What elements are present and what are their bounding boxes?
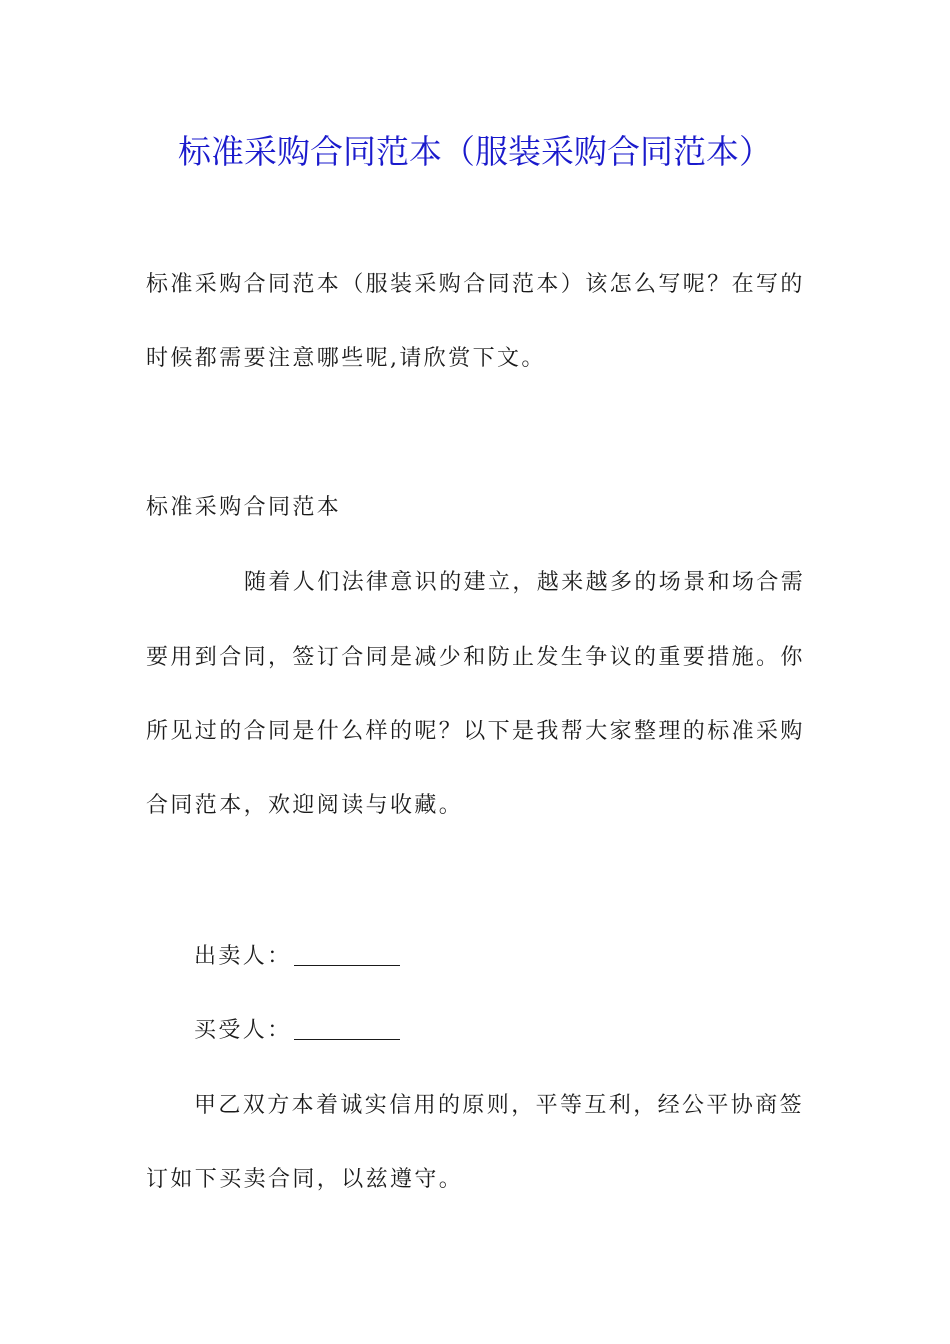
intro-line-1: 标准采购合同范本（服装采购合同范本）该怎么写呢？在写的 — [146, 272, 805, 297]
section-heading: 标准采购合同范本 — [146, 495, 342, 520]
seller-field — [194, 942, 400, 972]
paragraph1-line-2: 要用到合同，签订合同是减少和防止发生争议的重要措施。你 — [146, 645, 805, 670]
paragraph1-line-3: 所见过的合同是什么样的呢？以下是我帮大家整理的标准采购 — [146, 719, 805, 744]
document-title: 标准采购合同范本（服装采购合同范本） — [178, 132, 772, 171]
seller-blank-line — [294, 945, 400, 966]
buyer-field — [194, 1016, 400, 1046]
paragraph2-line-2: 订如下买卖合同，以兹遵守。 — [146, 1167, 464, 1192]
buyer-label: 买受人： — [194, 1018, 292, 1043]
paragraph1-line-4: 合同范本，欢迎阅读与收藏。 — [146, 793, 464, 818]
intro-line-2: 时候都需要注意哪些呢,请欣赏下文。 — [146, 346, 546, 371]
buyer-blank-line — [294, 1019, 400, 1040]
paragraph2-line-1: 甲乙双方本着诚实信用的原则，平等互利，经公平协商签 — [194, 1093, 805, 1118]
paragraph1-line-1: 随着人们法律意识的建立，越来越多的场景和场合需 — [244, 570, 806, 595]
seller-label: 出卖人： — [194, 944, 292, 969]
